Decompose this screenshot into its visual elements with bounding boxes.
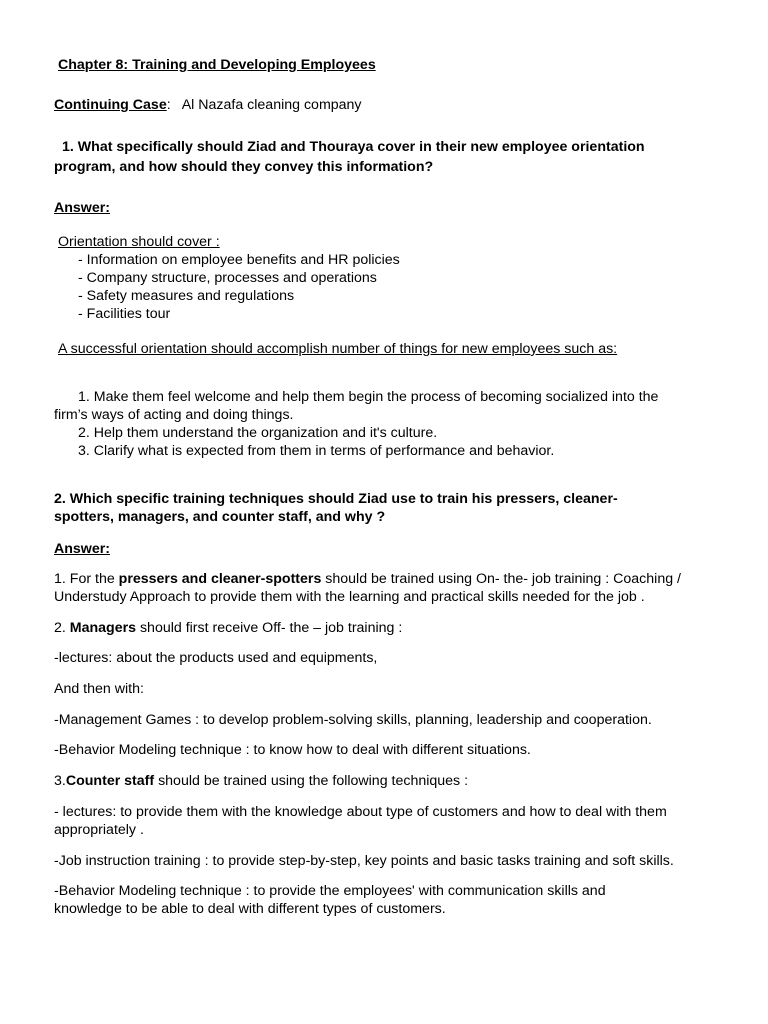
- job-instruction-training: -Job instruction training : to provide step-by-step, key points and basic tasks training and soft skills.: [54, 853, 674, 869]
- continuing-case-value: Al Nazafa cleaning company: [181, 97, 362, 113]
- answer-2-item-1-text: should be trained using On- the- job training : Coaching / Understudy Approach to provide them with the learning and practical skills needed for the job .: [54, 571, 681, 605]
- answer-2-item-3: [54, 772, 468, 790]
- answer-2-item-3-bold: Counter staff: [65, 773, 155, 789]
- answer-2-item-3-prefix: 3.: [54, 773, 66, 789]
- behavior-modeling-counter: -Behavior Modeling technique : to provide the employees' with communication skills and knowledge to be able to deal with different types of customers.: [54, 883, 606, 917]
- answer-2-item-1-prefix: 1. For the: [54, 571, 119, 587]
- cover-item-1: - Information on employee benefits and HR policies: [78, 252, 400, 268]
- lectures-counter: - lectures: to provide them with the knowledge about type of customers and how to deal with them appropriately .: [54, 804, 667, 838]
- question-2-line-1: 2. Which specific training techniques should Ziad use to train his pressers, cleaner-: [54, 491, 618, 507]
- point-3: 3. Clarify what is expected from them in terms of performance and behavior.: [78, 443, 555, 459]
- management-games: -Management Games : to develop problem-solving skills, planning, leadership and cooperation.: [54, 712, 652, 728]
- answer-2-item-1: [54, 570, 722, 606]
- chapter-title: Chapter 8: Training and Developing Employees: [58, 57, 376, 73]
- answer-2-item-2-prefix: 2.: [54, 620, 70, 636]
- point-2: 2. Help them understand the organization and it's culture.: [78, 425, 438, 441]
- success-heading: A successful orientation should accomplish number of things for new employees such as:: [58, 341, 618, 357]
- cover-item-4: - Facilities tour: [78, 306, 171, 322]
- question-1-line-2: program, and how should they convey this information?: [54, 159, 434, 175]
- cover-item-2: - Company structure, processes and operations: [78, 270, 377, 286]
- continuing-case-line: [54, 96, 362, 114]
- answer-2-item-2: [54, 619, 402, 637]
- answer-1-label: Answer:: [54, 200, 110, 216]
- answer-2-item-2-bold: Managers: [69, 620, 137, 636]
- continuing-case-colon: :: [166, 97, 171, 113]
- cover-item-3: - Safety measures and regulations: [78, 288, 295, 304]
- answer-2-label: Answer:: [54, 541, 110, 557]
- orientation-heading: Orientation should cover :: [58, 234, 220, 250]
- continuing-case-label: Continuing Case: [54, 97, 167, 113]
- answer-2-item-2-text: should first receive Off- the – job training :: [136, 620, 403, 636]
- and-then-with: And then with:: [54, 681, 144, 697]
- point-1-line-1: 1. Make them feel welcome and help them begin the process of becoming socialized into the: [78, 389, 659, 405]
- answer-2-item-1-bold: pressers and cleaner-spotters: [118, 571, 322, 587]
- answer-2-item-3-text: should be trained using the following techniques :: [154, 773, 469, 789]
- lectures-managers: -lectures: about the products used and equipments,: [54, 650, 378, 666]
- question-1-line-1: 1. What specifically should Ziad and Thouraya cover in their new employee orientation: [62, 139, 645, 155]
- point-1-line-2: firm’s ways of acting and doing things.: [54, 407, 294, 423]
- question-2-line-2: spotters, managers, and counter staff, and why ?: [54, 509, 386, 525]
- behavior-modeling-managers: -Behavior Modeling technique : to know how to deal with different situations.: [54, 742, 531, 758]
